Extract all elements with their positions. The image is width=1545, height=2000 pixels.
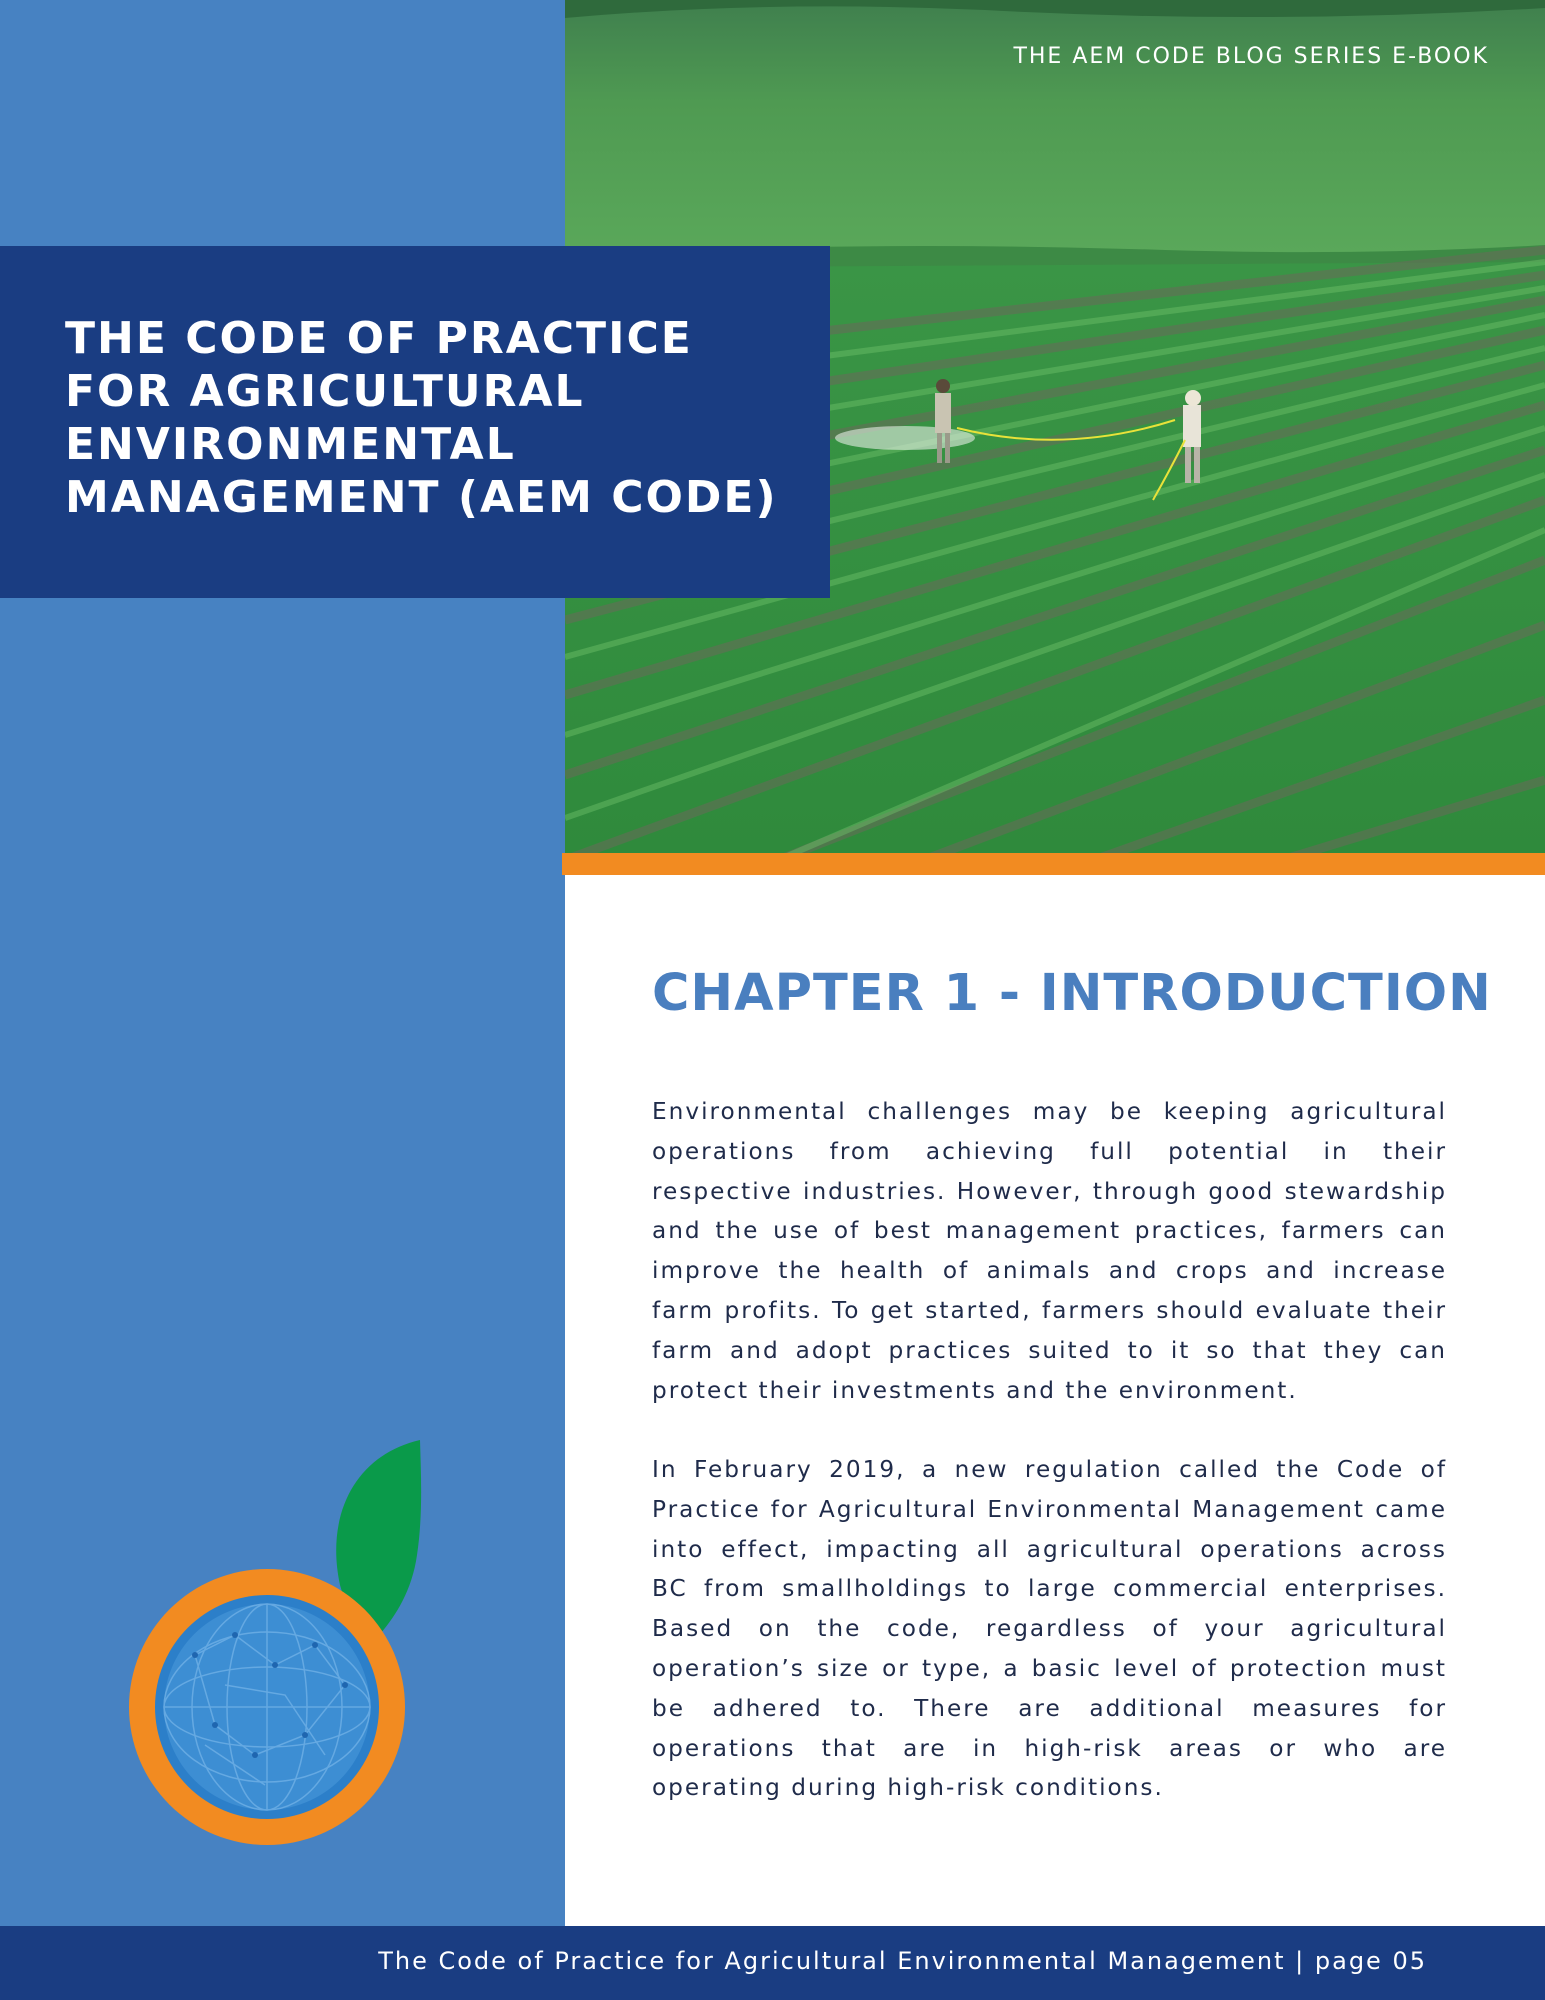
title-line: MANAGEMENT (AEM CODE): [65, 472, 778, 523]
title-line: ENVIRONMENTAL: [65, 419, 516, 470]
series-label: THE AEM CODE BLOG SERIES E-BOOK: [1013, 44, 1489, 69]
body-paragraph: Environmental challenges may be keeping agricultural operations from achieving full potential in their respective industries. However, through good stewardship and the use of best management practices, farmers can improve the health of animals and crops and increase farm profits. To get started, farmers should evaluate their farm and adopt practices suited to it so that they can protect their investments and the environment.: [652, 1098, 1447, 1404]
title-line: THE CODE OF PRACTICE: [65, 313, 693, 364]
body-paragraph: In February 2019, a new regulation called the Code of Practice for Agricultural Environmental Management came into effect, impacting all agricultural operations across BC from smallholdings to large commercial enterprises. Based on the code, regardless of your agricultural operation’s size or type, a basic level of protection must be adhered to. There are additional measures for operations that are in high-risk areas or who are operating during high-risk conditions.: [652, 1456, 1447, 1802]
chapter-heading: CHAPTER 1 - INTRODUCTION: [652, 964, 1492, 1023]
page-title: [65, 312, 805, 524]
footer-bar: [0, 1926, 1545, 2000]
title-line: FOR AGRICULTURAL: [65, 366, 585, 417]
footer-text: The Code of Practice for Agricultural Environmental Management | page 05: [378, 1947, 1427, 1975]
orange-accent-strip: [562, 853, 1545, 875]
globe-leaf-logo: [125, 1435, 425, 1855]
